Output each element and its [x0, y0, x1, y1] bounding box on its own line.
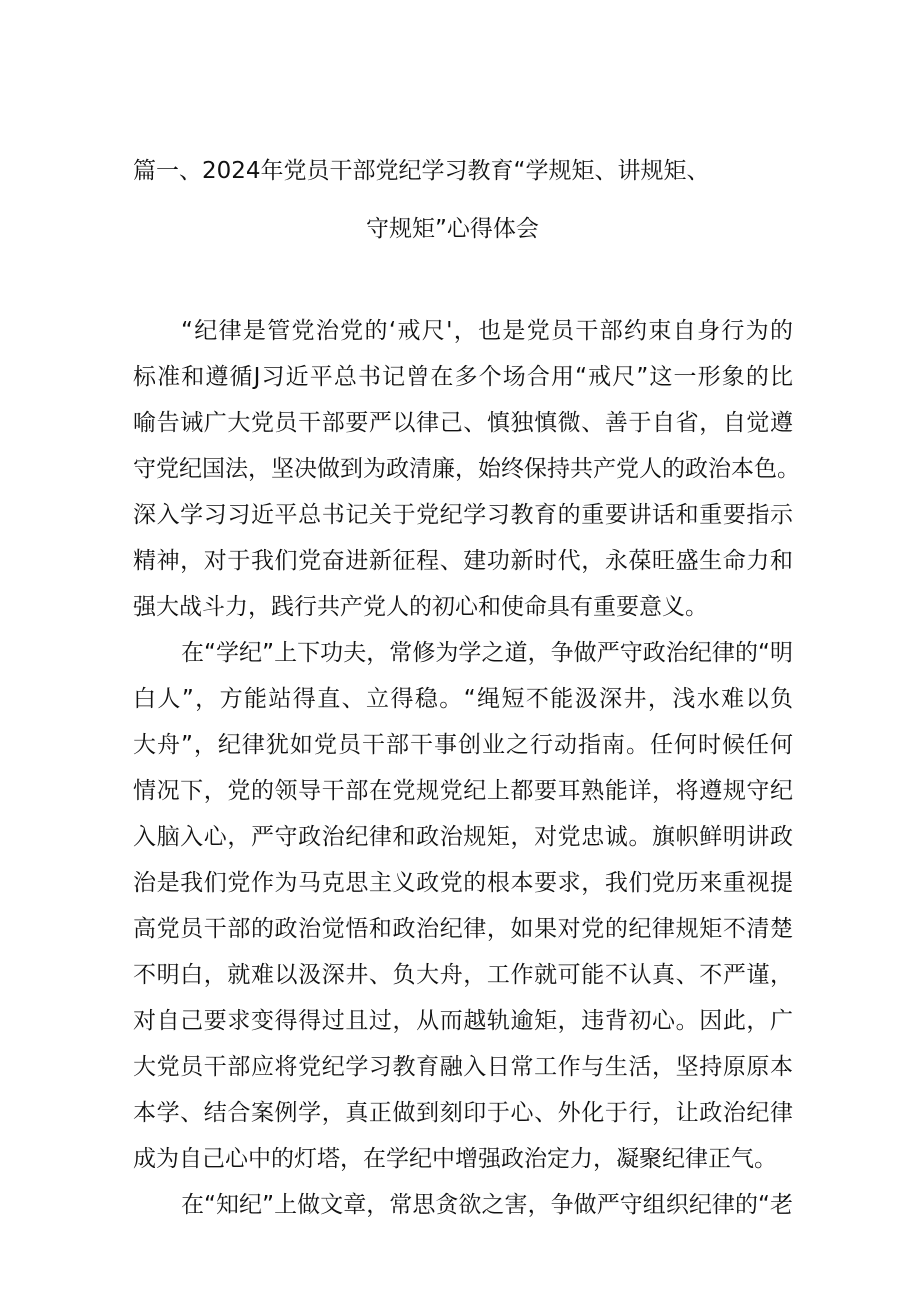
paragraph-2-line-1: 在“学纪”上下功夫，常修为学之道，争做严守政治纪律的“明: [181, 640, 793, 666]
paragraph-2-line-9: 对自己要求变得得过且过，从而越轨逾矩，违背初心。因此，广: [133, 1008, 793, 1034]
paragraph-2-line-2: 白人”，方能站得直、立得稳。“绳短不能汲深井，浅水难以负: [133, 686, 793, 712]
paragraph-2-line-7: 高党员干部的政治觉悟和政治纪律，如果对党的纪律规矩不清楚: [133, 916, 793, 942]
paragraph-1-line-5: 深入学习习近平总书记关于党纪学习教育的重要讲话和重要指示: [133, 502, 793, 528]
paragraph-1-line-1: “纪律是管党治党的‘戒尺'，也是党员干部约束自身行为的: [181, 318, 793, 344]
paragraph-1-line-3: 喻告诫广大党员干部要严以律己、慎独慎微、善于自省，自觉遵: [133, 410, 793, 436]
paragraph-3-line-1: 在“知纪”上做文章，常思贪欲之害，争做严守组织纪律的“老: [181, 1192, 793, 1218]
paragraph-1-line-4: 守党纪国法，坚决做到为政清廉，始终保持共产党人的政治本色。: [133, 456, 800, 482]
paragraph-2-line-4: 情况下，党的领导干部在党规党纪上都要耳熟能详，将遵规守纪: [133, 778, 793, 804]
paragraph-1-line-6: 精神，对于我们党奋进新征程、建功新时代，永葆旺盛生命力和: [133, 548, 793, 574]
paragraph-2-line-6: 治是我们党作为马克思主义政党的根本要求，我们党历来重视提: [133, 870, 793, 896]
paragraph-1-line-7: 强大战斗力，践行共产党人的初心和使命具有重要意义。: [133, 594, 708, 620]
paragraph-2-line-3: 大舟”，纪律犹如党员干部干事创业之行动指南。任何时候任何: [133, 732, 793, 758]
paragraph-2-line-10: 大党员干部应将党纪学习教育融入日常工作与生活，坚持原原本: [133, 1054, 793, 1080]
paragraph-2-line-12: 成为自己心中的灯塔，在学纪中增强政治定力，凝聚纪律正气。: [133, 1146, 777, 1172]
paragraph-1-line-2: 标准和遵循J习近平总书记曾在多个场合用“戒尺”这一形象的比: [133, 364, 793, 390]
paragraph-2-line-11: 本学、结合案例学，真正做到刻印于心、外化于行，让政治纪律: [133, 1100, 793, 1126]
document-title-line-1: 篇一、2024年党员干部党纪学习教育“学规矩、讲规矩、: [133, 158, 710, 184]
paragraph-2-line-8: 不明白，就难以汲深井、负大舟，工作就可能不认真、不严谨，: [133, 962, 793, 988]
document-title-line-2: 守规矩”心得体会: [366, 216, 539, 242]
paragraph-2-line-5: 入脑入心，严守政治纪律和政治规矩，对党忠诚。旗帜鲜明讲政: [133, 824, 793, 850]
